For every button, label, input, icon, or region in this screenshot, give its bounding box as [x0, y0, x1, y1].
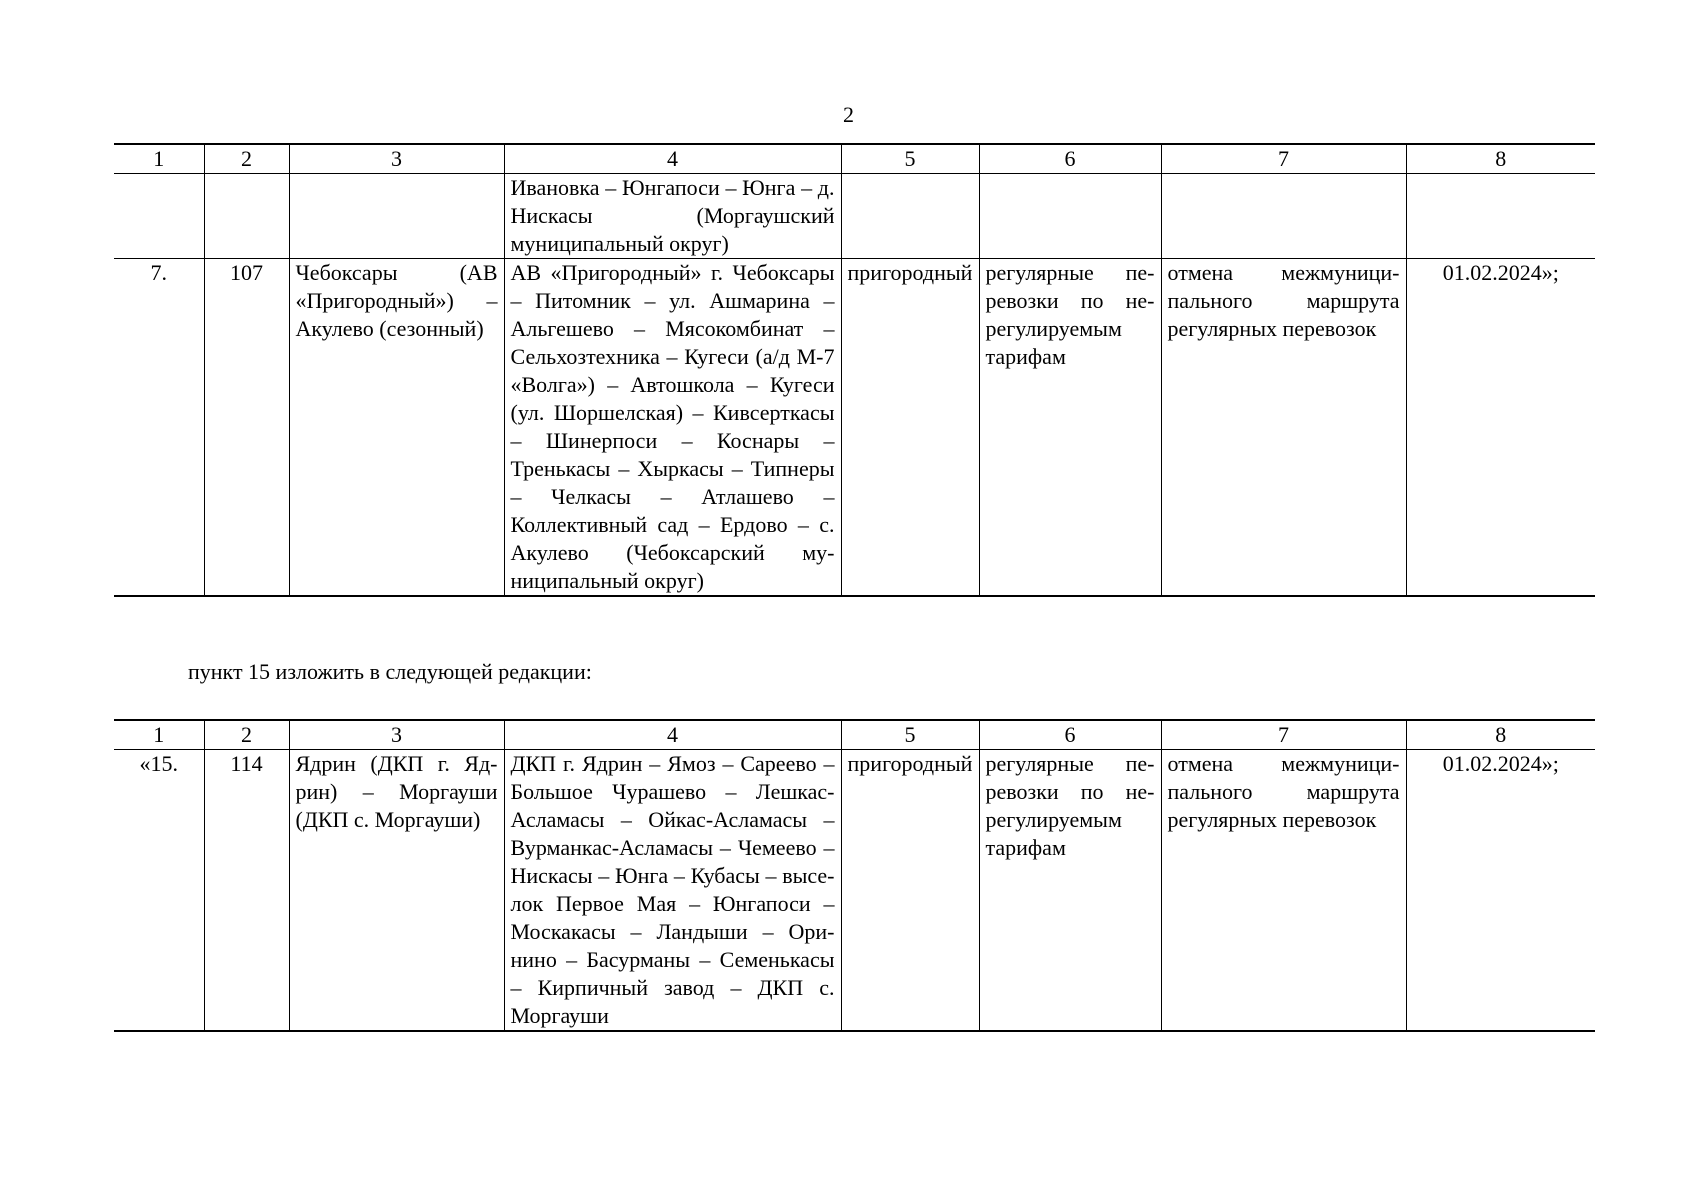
cell-route-number: 107	[204, 259, 289, 597]
cell-route-type: пригородный	[841, 259, 979, 597]
column-header: 4	[504, 720, 841, 750]
column-header: 5	[841, 720, 979, 750]
cell-route-type: пригородный	[841, 750, 979, 1032]
cell-route-name: Чебоксары (АВ «Пригородный») – Акулево (сезонный)	[289, 259, 504, 597]
cell-number	[114, 174, 204, 259]
cell-transport-type: регулярные перевозки по нерегулируемым тарифам	[979, 750, 1161, 1032]
cell-change: отмена межмуниципального маршрута регулярных перевозок	[1161, 259, 1406, 597]
cell-route-number	[204, 174, 289, 259]
column-header: 3	[289, 720, 504, 750]
cell-date	[1406, 174, 1595, 259]
column-header: 7	[1161, 144, 1406, 174]
cell-date: 01.02.2024»;	[1406, 259, 1595, 597]
cell-route-number: 114	[204, 750, 289, 1032]
column-header: 3	[289, 144, 504, 174]
cell-route-type	[841, 174, 979, 259]
table-row	[114, 259, 1595, 597]
page-number: 2	[843, 102, 854, 127]
cell-number: «15.	[114, 750, 204, 1032]
table-row	[114, 174, 1595, 259]
column-header: 7	[1161, 720, 1406, 750]
column-header: 6	[979, 720, 1161, 750]
routes-table-2	[114, 719, 1595, 1032]
column-header: 1	[114, 144, 204, 174]
cell-change	[1161, 174, 1406, 259]
column-header: 8	[1406, 720, 1595, 750]
column-header: 1	[114, 720, 204, 750]
cell-transport-type	[979, 174, 1161, 259]
header-row	[114, 144, 1595, 174]
cell-stops: ДКП г. Ядрин – Ямоз – Сареево – Большое Чурашево – Лешкас-Асламасы – Ойкас-Асламасы – Вурманкас-Асламасы – Чемеево – Нискасы – Юнга – Кубасы – выселок Первое Мая – Юнгапоси – Москакасы – Ландыши – Оринино – Басурманы – Семенькасы – Кирпичный завод – ДКП с. Моргауши	[504, 750, 841, 1032]
column-header: 5	[841, 144, 979, 174]
cell-date: 01.02.2024»;	[1406, 750, 1595, 1032]
column-header: 2	[204, 720, 289, 750]
routes-table-1	[114, 143, 1595, 597]
column-header: 4	[504, 144, 841, 174]
cell-change: отмена межмуниципального маршрута регулярных перевозок	[1161, 750, 1406, 1032]
cell-route-name	[289, 174, 504, 259]
column-header: 8	[1406, 144, 1595, 174]
cell-stops: АВ «Пригородный» г. Чебоксары – Питомник – ул. Ашмарина – Альгешево – Мясокомбинат – Сельхозтехника – Кугеси (а/д М-7 «Волга») – Автошкола – Кугеси (ул. Шоршелская) – Кивсерткасы – Шинерпоси – Коснары – Тренькасы – Хыркасы – Типнеры – Челкасы – Атлашево – Коллективный сад – Ердово – с. Акулево (Чебоксарский муниципальный округ)	[504, 259, 841, 597]
column-header: 2	[204, 144, 289, 174]
cell-number: 7.	[114, 259, 204, 597]
table-row	[114, 750, 1595, 1032]
header-row	[114, 720, 1595, 750]
instruction-text: пункт 15 изложить в следующей редакции:	[188, 659, 592, 684]
cell-stops: Ивановка – Юнгапоси – Юнга – д. Нискасы (Моргаушский муниципальный округ)	[504, 174, 841, 259]
cell-transport-type: регулярные перевозки по нерегулируемым тарифам	[979, 259, 1161, 597]
cell-route-name: Ядрин (ДКП г. Ядрин) – Моргауши (ДКП с. Моргауши)	[289, 750, 504, 1032]
column-header: 6	[979, 144, 1161, 174]
